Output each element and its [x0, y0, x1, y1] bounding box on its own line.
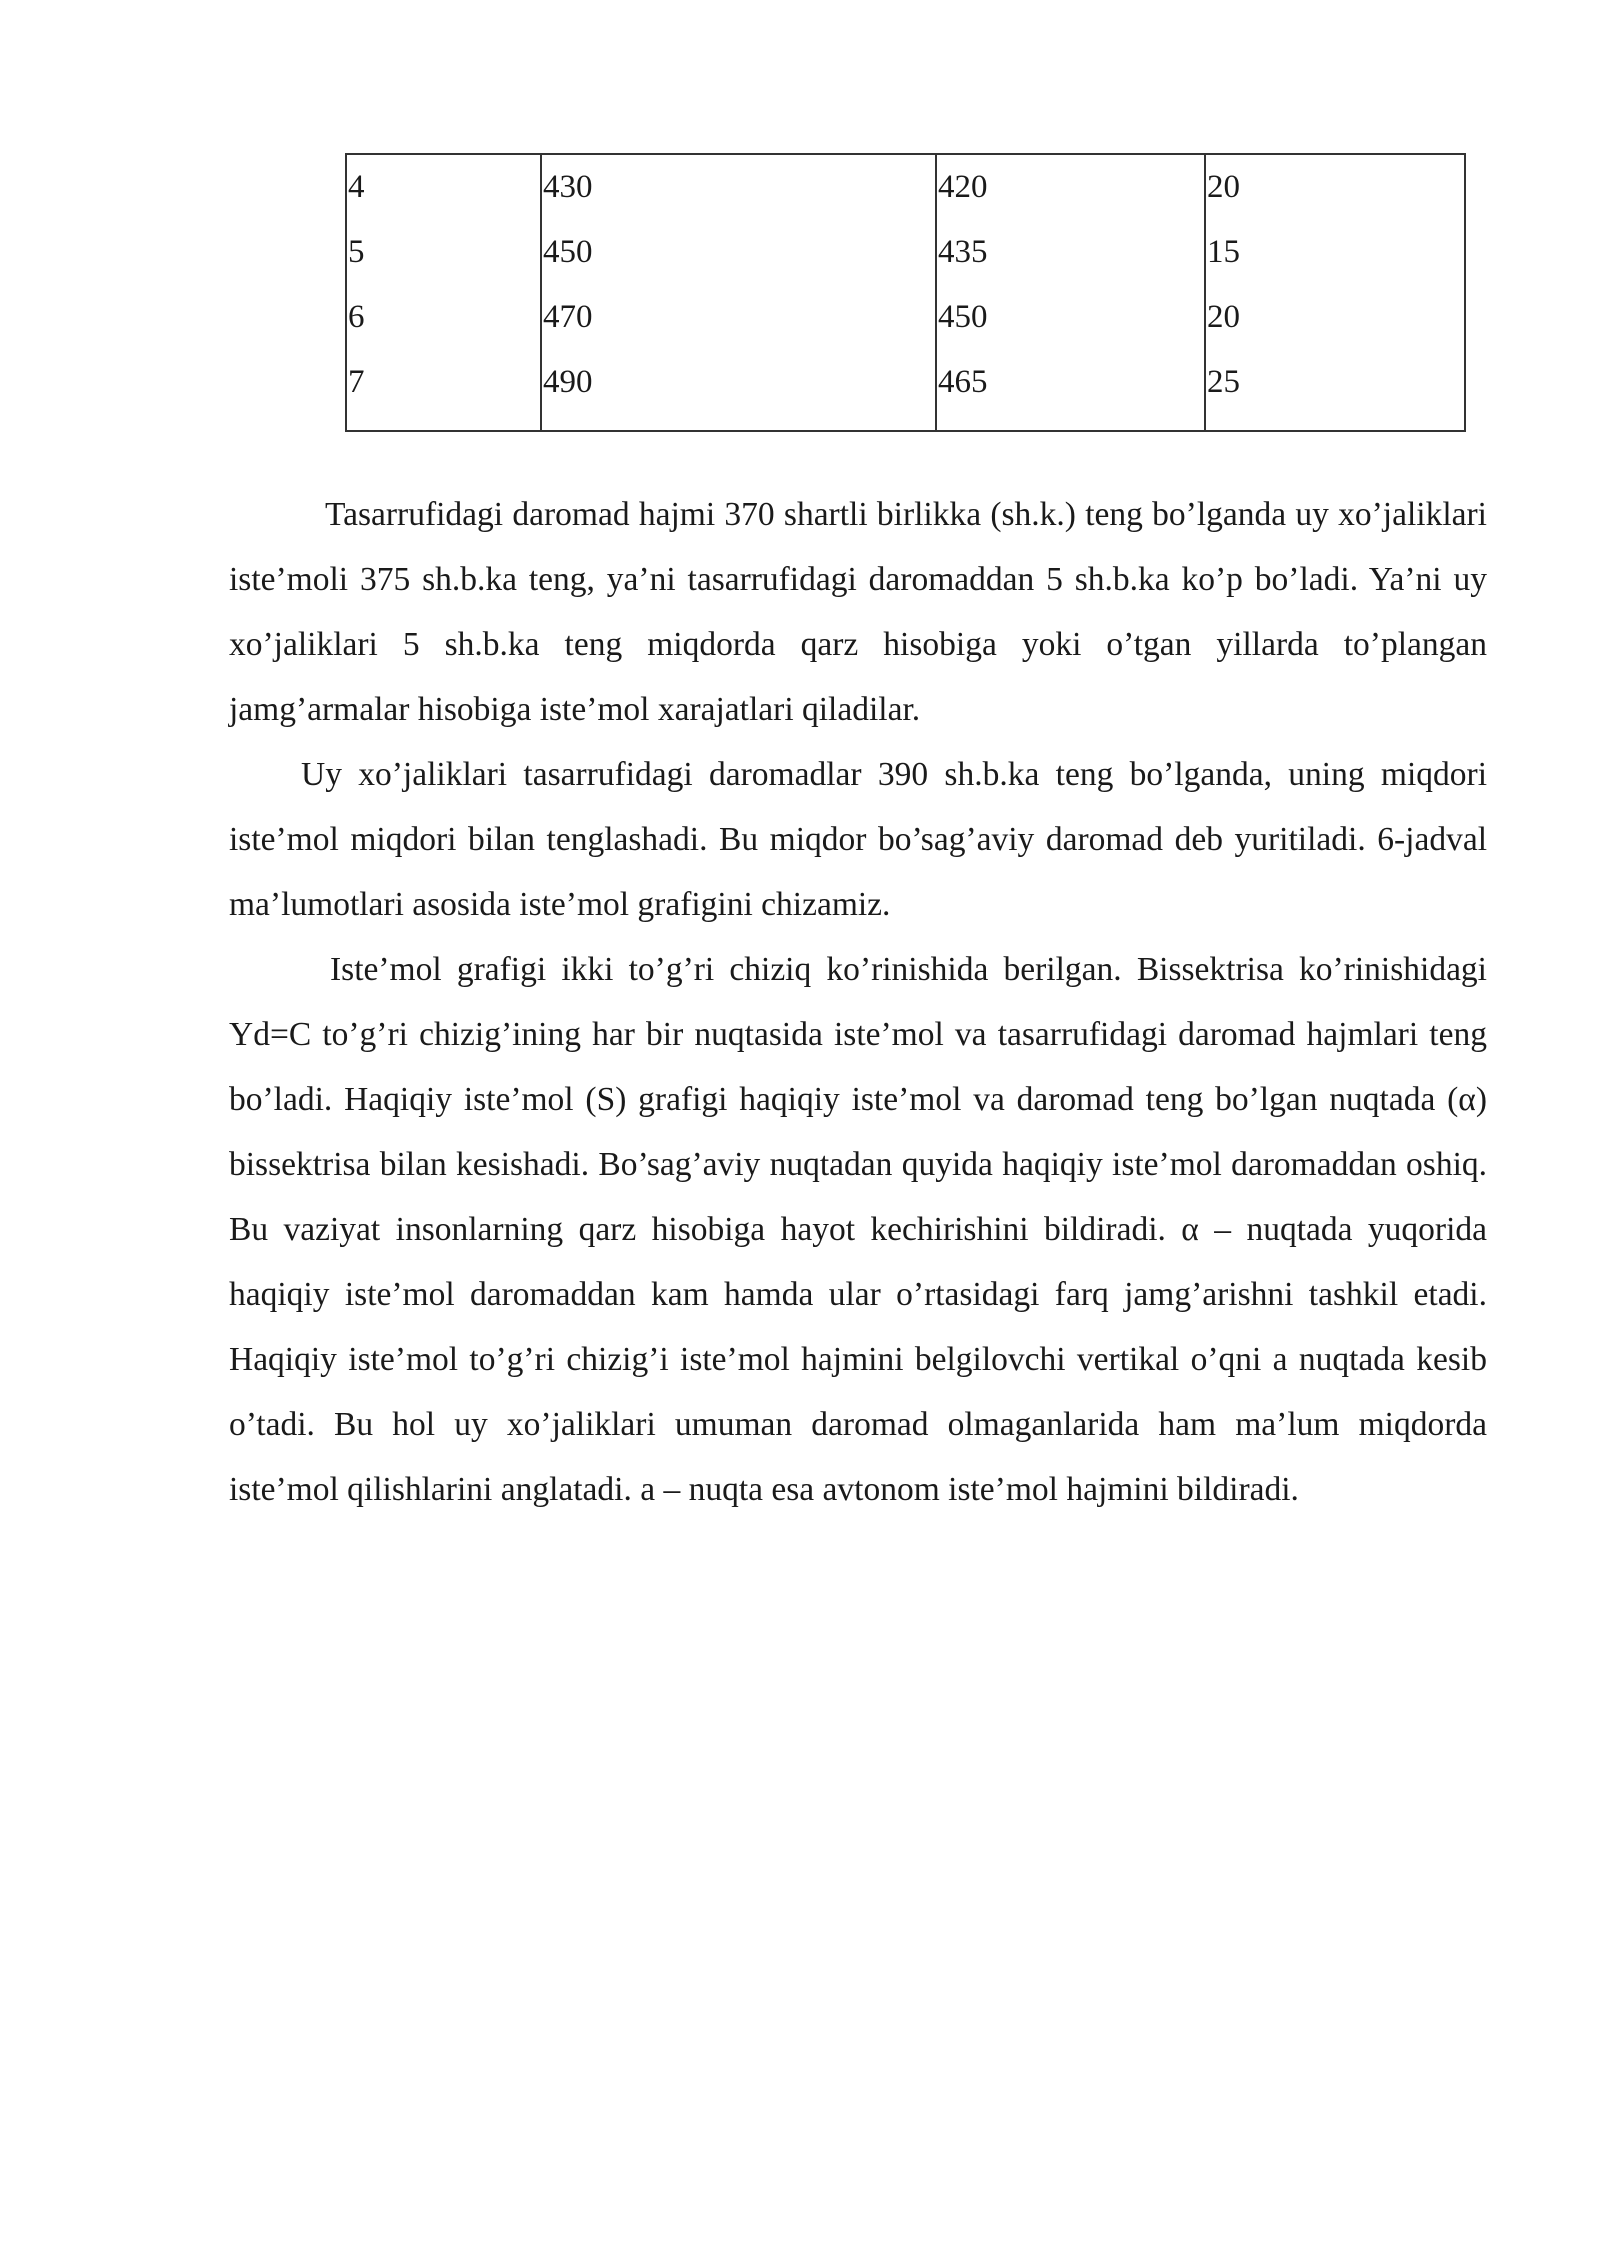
table-cell: 25 [1205, 350, 1465, 431]
table-cell: 5 [346, 220, 541, 285]
table-cell: 430 [541, 154, 936, 220]
table-cell: 450 [936, 285, 1205, 350]
paragraph: Iste’mol grafigi ikki to’g’ri chiziq ko’rinishida berilgan. Bissektrisa ko’rinishidagi Yd=C to’g’ri chizig’ining har bir nuqtasida iste’mol va tasarrufidagi daromad hajmlari teng bo’ladi. Haqiqiy iste’mol (S) grafigi haqiqiy iste’mol va daromad teng bo’lgan nuqtada (α) bissektrisa bilan kesishadi. Bo’sag’aviy nuqtadan quyida haqiqiy iste’mol daromaddan oshiq. Bu vaziyat insonlarning qarz hisobiga hayot kechirishini bildiradi. α – nuqtada yuqorida haqiqiy iste’mol daromaddan kam hamda ular o’rtasidagi farq jamg’arishni tashkil etadi. Haqiqiy iste’mol to’g’ri chizig’i iste’mol hajmini belgilovchi vertikal o’qni a nuqtada kesib o’tadi. Bu hol uy xo’jaliklari umuman daromad olmaganlarida ham ma’lum miqdorda iste’mol qilishlarini anglatadi. a – nuqta esa avtonom iste’mol hajmini bildiradi. [229, 951, 1487, 1508]
paragraph: Tasarrufidagi daromad hajmi 370 shartli birlikka (sh.k.) teng bo’lganda uy xo’jaliklari iste’moli 375 sh.b.ka teng, ya’ni tasarrufidagi daromaddan 5 sh.b.ka ko’p bo’ladi. Ya’ni uy xo’jaliklari 5 sh.b.ka teng miqdorda qarz hisobiga yoki o’tgan yillarda to’plangan jamg’armalar hisobiga iste’mol xarajatlari qiladilar. [229, 496, 1487, 728]
table-cell: 4 [346, 154, 541, 220]
table-cell: 435 [936, 220, 1205, 285]
table-cell: 20 [1205, 154, 1465, 220]
table-cell: 6 [346, 285, 541, 350]
table-row [346, 350, 1465, 431]
table-row [346, 220, 1465, 285]
table-cell: 490 [541, 350, 936, 431]
table-cell: 420 [936, 154, 1205, 220]
table-cell: 470 [541, 285, 936, 350]
table-row [346, 154, 1465, 220]
data-table [345, 153, 1466, 432]
table-cell: 20 [1205, 285, 1465, 350]
paragraph: Uy xo’jaliklari tasarrufidagi daromadlar 390 sh.b.ka teng bo’lganda, uning miqdori iste’mol miqdori bilan tenglashadi. Bu miqdor bo’sag’aviy daromad deb yuritiladi. 6-jadval ma’lumotlari asosida iste’mol grafigini chizamiz. [229, 756, 1487, 923]
table-cell: 465 [936, 350, 1205, 431]
table-cell: 7 [346, 350, 541, 431]
table-cell: 15 [1205, 220, 1465, 285]
body-text [229, 482, 1487, 1522]
table-row [346, 285, 1465, 350]
table-cell: 450 [541, 220, 936, 285]
